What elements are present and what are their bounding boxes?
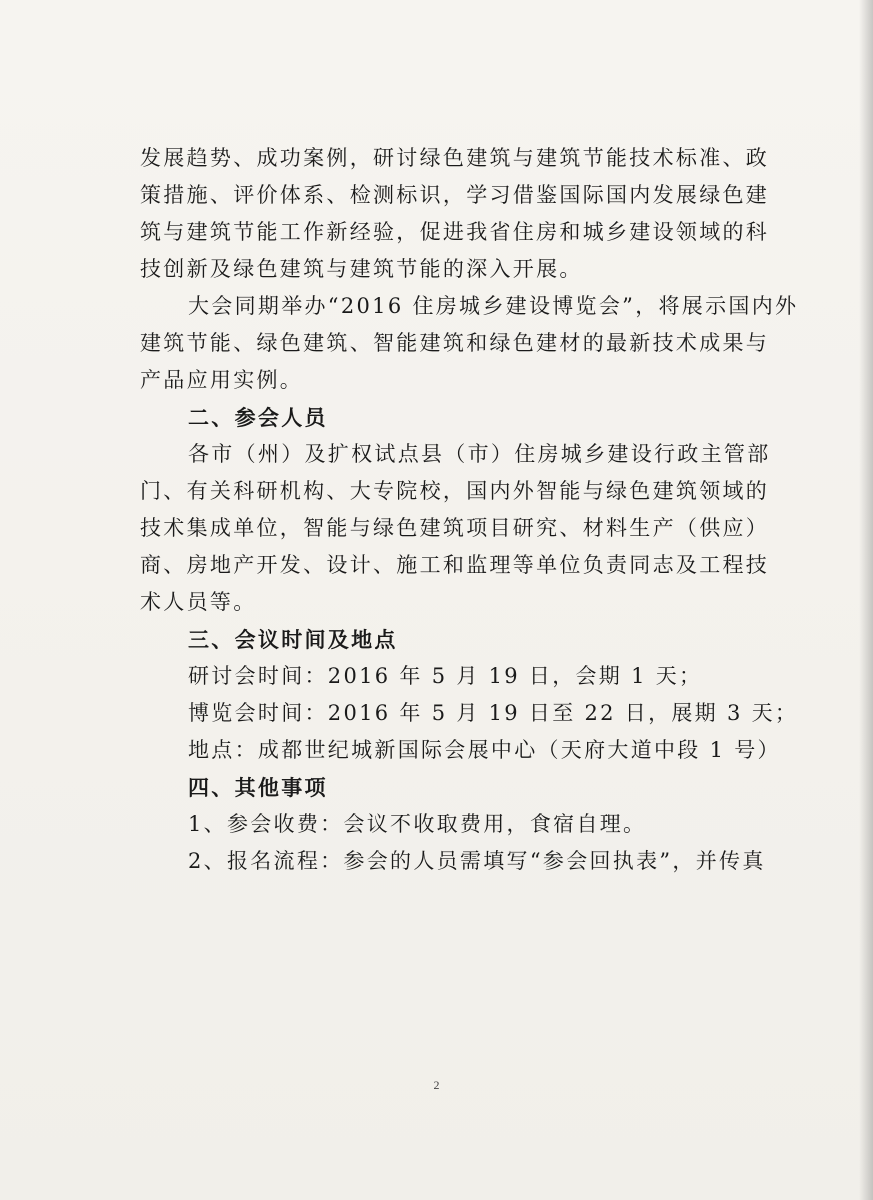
- paragraph-line: 建筑节能、绿色建筑、智能建筑和绿色建材的最新技术成果与: [140, 331, 770, 355]
- section-heading-other: 四、其他事项: [188, 775, 328, 800]
- paragraph-line: 术人员等。: [140, 590, 257, 614]
- expo-time: 博览会时间：2016 年 5 月 19 日至 22 日，展期 3 天；: [188, 701, 799, 725]
- venue-location: 地点：成都世纪城新国际会展中心（天府大道中段 1 号）: [188, 738, 781, 762]
- paragraph-line: 大会同期举办“2016 住房城乡建设博览会”，将展示国内外: [188, 294, 799, 318]
- paragraph-line: 产品应用实例。: [140, 368, 304, 392]
- scan-edge-shadow: [859, 0, 873, 1200]
- paragraph-line: 门、有关科研机构、大专院校，国内外智能与绿色建筑领域的: [140, 479, 770, 503]
- page-number: 2: [433, 1078, 440, 1092]
- paragraph-line: 发展趋势、成功案例，研讨绿色建筑与建筑节能技术标准、政: [140, 146, 770, 170]
- document-body: [140, 140, 799, 880]
- paragraph-line: 筑与建筑节能工作新经验，促进我省住房和城乡建设领域的科: [140, 220, 770, 244]
- paragraph-line: 各市（州）及扩权试点县（市）住房城乡建设行政主管部: [188, 442, 771, 466]
- other-item-fee: 1、参会收费：会议不收取费用，食宿自理。: [188, 812, 647, 836]
- section-heading-attendees: 二、参会人员: [188, 405, 328, 430]
- paragraph-line: 策措施、评价体系、检测标识，学习借鉴国际国内发展绿色建: [140, 183, 770, 207]
- seminar-time: 研讨会时间：2016 年 5 月 19 日，会期 1 天；: [188, 664, 703, 688]
- other-item-registration: 2、报名流程：参会的人员需填写“参会回执表”，并传真: [188, 849, 766, 873]
- section-heading-time-location: 三、会议时间及地点: [188, 627, 398, 652]
- paragraph-line: 技创新及绿色建筑与建筑节能的深入开展。: [140, 257, 583, 281]
- paragraph-line: 技术集成单位，智能与绿色建筑项目研究、材料生产（供应）: [140, 516, 770, 540]
- paragraph-line: 商、房地产开发、设计、施工和监理等单位负责同志及工程技: [140, 553, 770, 577]
